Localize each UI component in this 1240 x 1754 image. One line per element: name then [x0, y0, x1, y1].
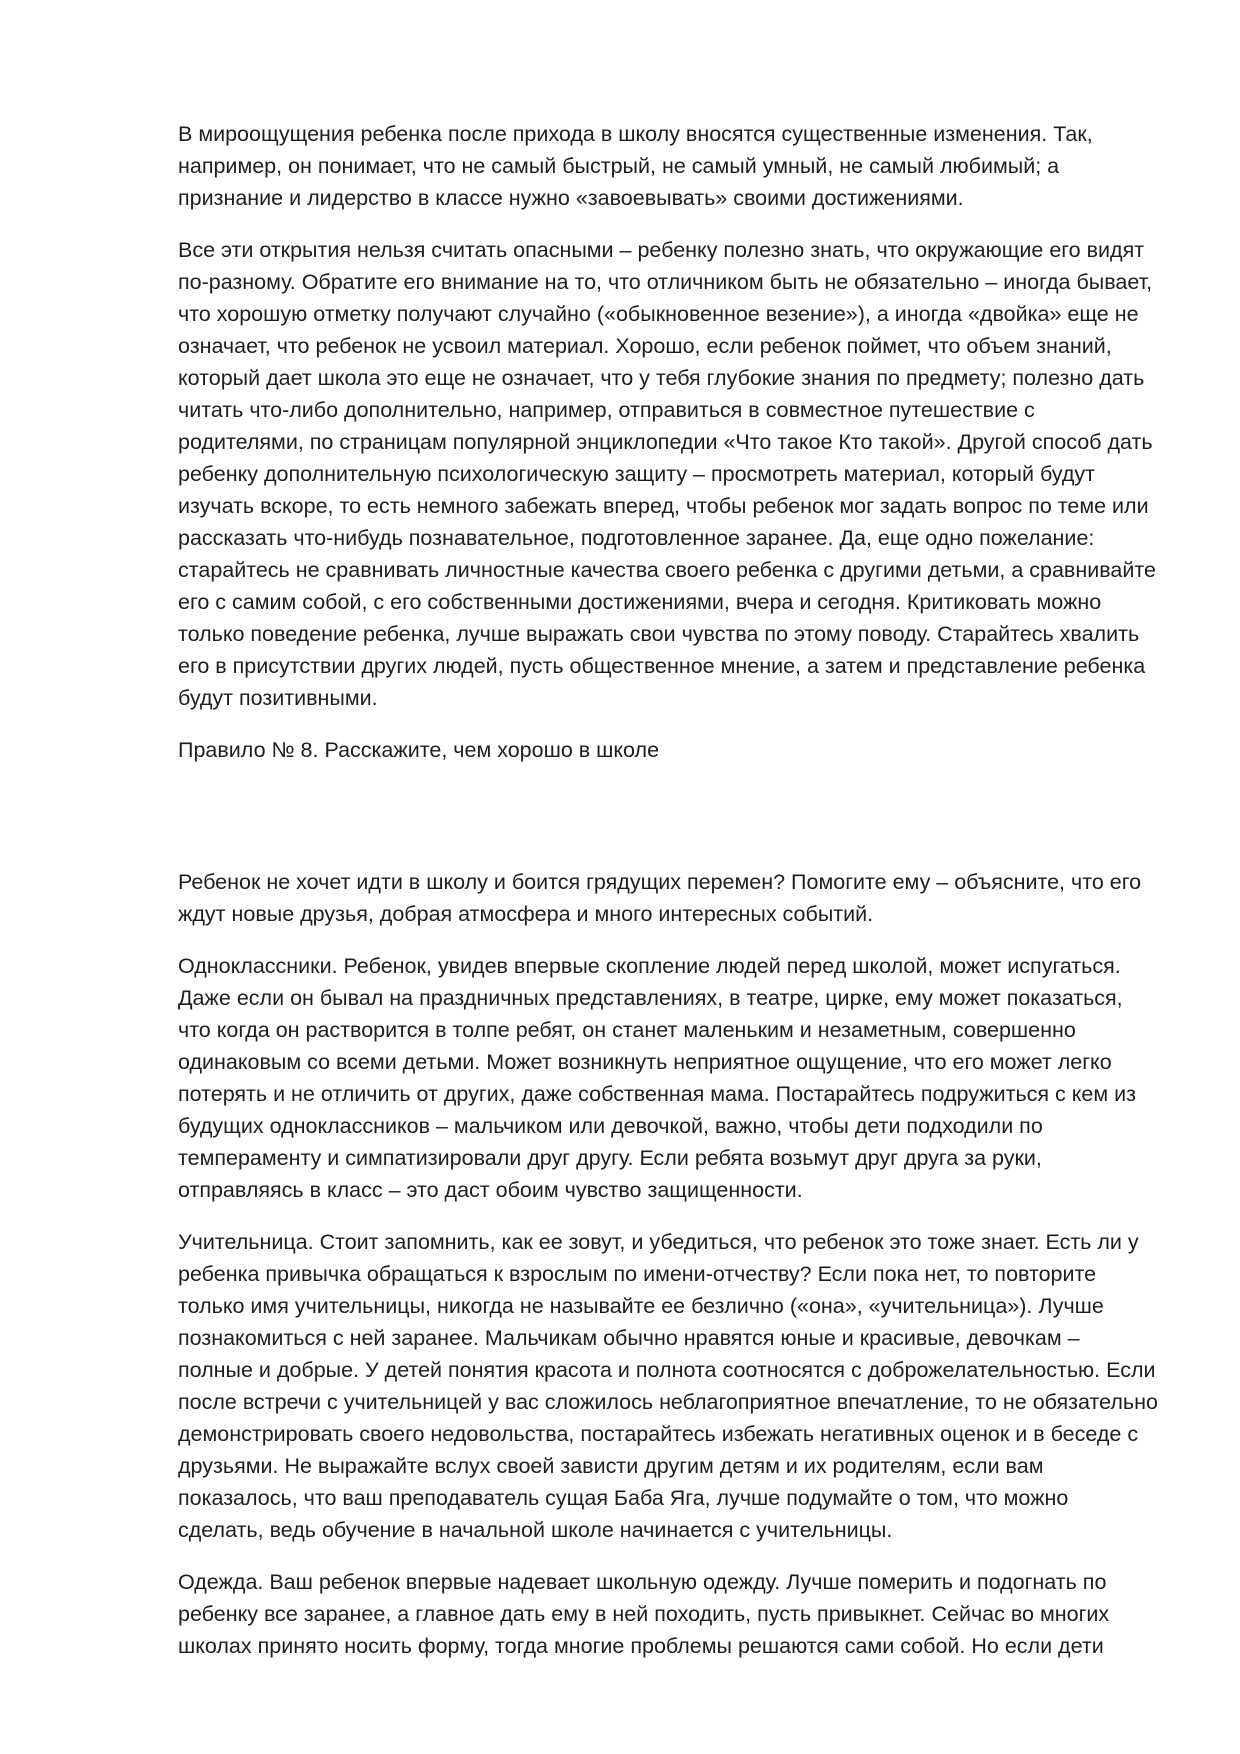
paragraph-teacher: Учительница. Стоит запомнить, как ее зовут, и убедиться, что ребенок это тоже знает. Есть ли у ребенка привычка обращаться к взрослым по имени-отчеству? Если пока нет, то повторите только имя учительницы, никогда не называйте ее безлично («она», «учительница»). Лучше познакомиться с ней заранее. Мальчикам обычно нравятся юные и красивые, девочкам – полные и добрые. У детей понятия красота и полнота соотносятся с доброжелательностью. Если после встречи с учительницей у вас сложилось неблагоприятное впечатление, то не обязательно демонстрировать своего недовольства, постарайтесь избежать негативных оценок и в беседе с друзьями. Не выражайте вслух своей зависти другим детям и их родителям, если вам показалось, что ваш преподаватель сущая Баба Яга, лучше подумайте о том, что можно сделать, ведь обучение в начальной школе начинается с учительницы.	[178, 1230, 1158, 1542]
paragraph-school-changes: В мироощущения ребенка после прихода в школу вносятся существенные изменения. Так, например, он понимает, что не самый быстрый, не самый умный, не самый любимый; а признание и лидерство в классе нужно «завоевывать» своими достижениями.	[178, 122, 1093, 210]
paragraph-clothing: Одежда. Ваш ребенок впервые надевает школьную одежду. Лучше померить и подогнать по ребенку все заранее, а главное дать ему в ней походить, пусть привыкнет. Сейчас во многих школах принято носить форму, тогда многие проблемы решаются сами собой. Но если дети	[178, 1570, 1110, 1658]
document-page	[178, 118, 1158, 1682]
paragraph-child-fear: Ребенок не хочет идти в школу и боится грядущих перемен? Помогите ему – объясните, что его ждут новые друзья, добрая атмосфера и много интересных событий.	[178, 870, 1142, 926]
paragraph-discoveries: Все эти открытия нельзя считать опасными – ребенку полезно знать, что окружающие его видят по-разному. Обратите его внимание на то, что отличником быть не обязательно – иногда бывает, что хорошую отметку получают случайно («обыкновенное везение»), а иногда «двойка» еще не означает, что ребенок не усвоил материал. Хорошо, если ребенок поймет, что объем знаний, который дает школа это еще не означает, что у тебя глубокие знания по предмету; полезно дать читать что-либо дополнительно, например, отправиться в совместное путешествие с родителями, по страницам популярной энциклопедии «Что такое Кто такой». Другой способ дать ребенку дополнительную психологическую защиту – просмотреть материал, который будут изучать вскоре, то есть немного забежать вперед, чтобы ребенок мог задать вопрос по теме или рассказать что-нибудь познавательное, подготовленное заранее. Да, еще одно пожелание: старайтесь не сравнивать личностные качества своего ребенка с другими детьми, а сравнивайте его с самим собой, с его собственными достижениями, вчера и сегодня. Критиковать можно только поведение ребенка, лучше выражать свои чувства по этому поводу. Старайтесь хвалить его в присутствии других людей, пусть общественное мнение, а затем и представление ребенка будут позитивными.	[178, 238, 1156, 710]
paragraph-classmates: Одноклассники. Ребенок, увидев впервые скопление людей перед школой, может испугаться. Даже если он бывал на праздничных представлениях, в театре, цирке, ему может показаться, что когда он растворится в толпе ребят, он станет маленьким и незаметным, совершенно одинаковым со всеми детьми. Может возникнуть неприятное ощущение, что его может легко потерять и не отличить от других, даже собственная мама. Постарайтесь подружиться с кем из будущих одноклассников – мальчиком или девочкой, важно, чтобы дети подходили по темпераменту и симпатизировали друг другу. Если ребята возьмут друг друга за руки, отправляясь в класс – это даст обоим чувство защищенности.	[178, 954, 1136, 1202]
rule-8-heading: Правило № 8. Расскажите, чем хорошо в школе	[178, 738, 660, 762]
